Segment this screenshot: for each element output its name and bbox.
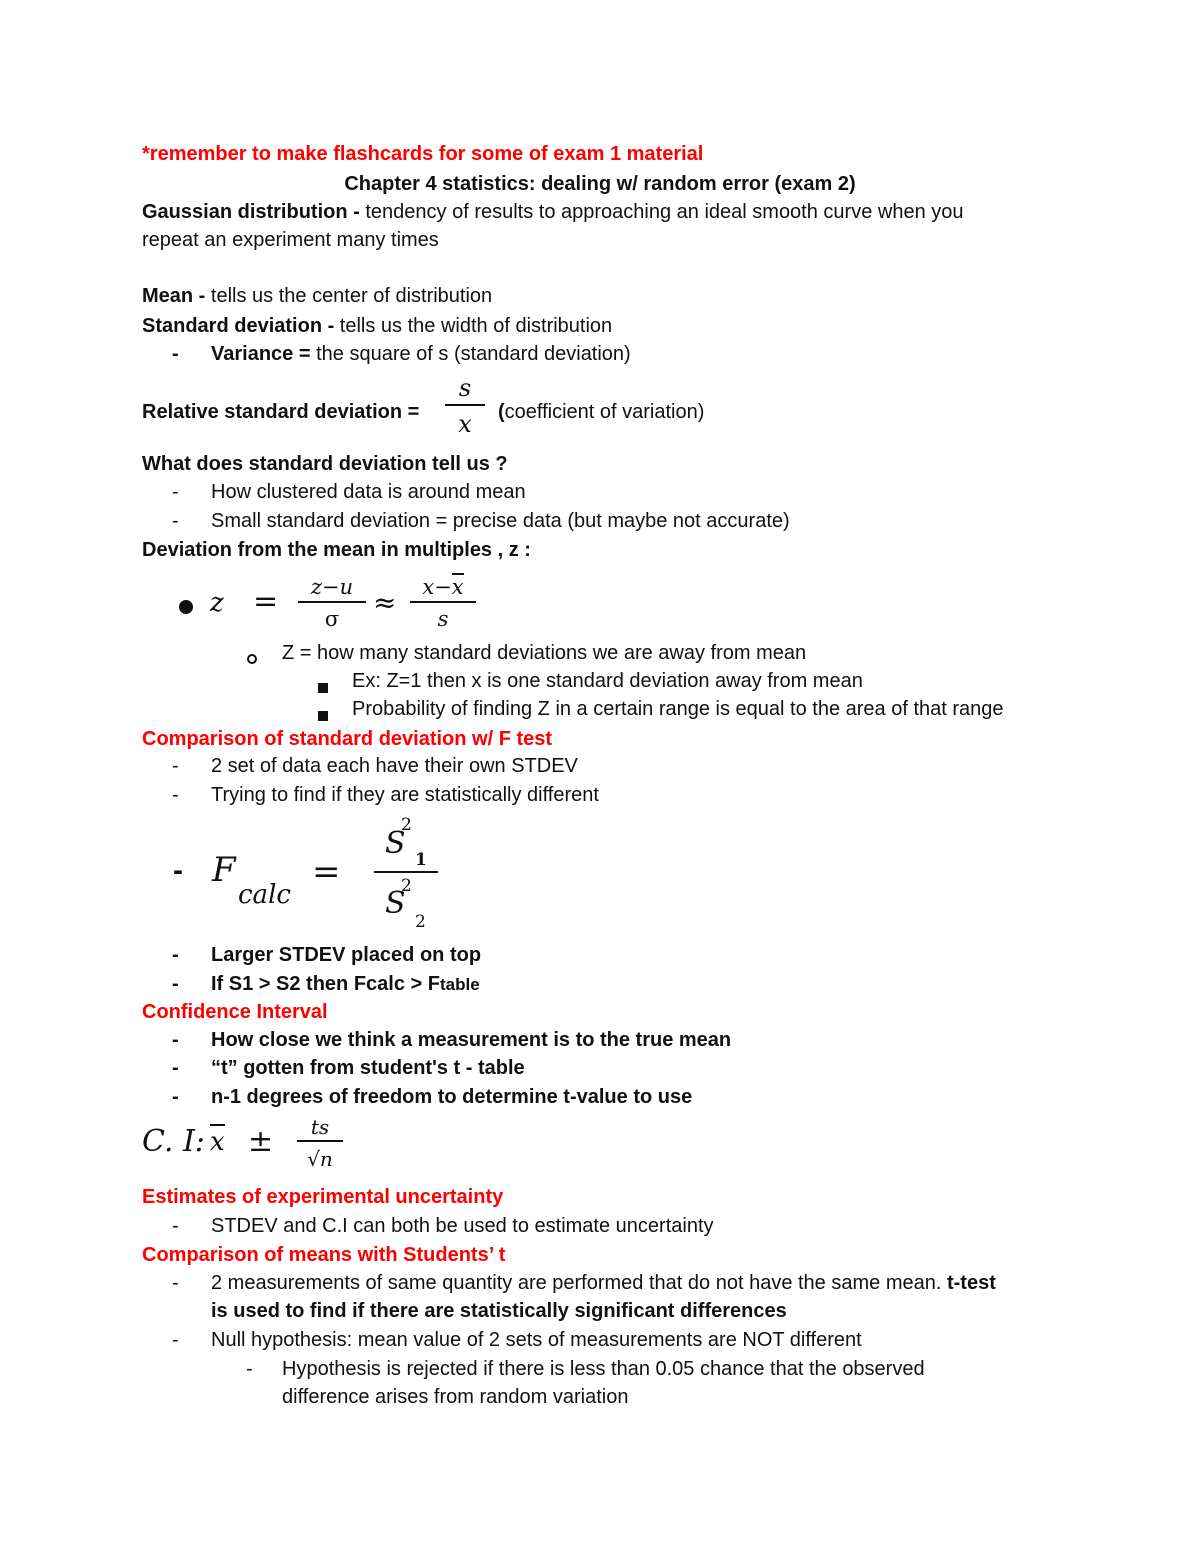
reminder-note: *remember to make flashcards for some of exam 1 material — [142, 143, 704, 165]
fcalc-compare: If S1 > S2 then Fcalc > F — [211, 973, 440, 995]
ci-label: C. I: — [142, 1124, 205, 1159]
z-equals: = — [253, 584, 279, 619]
z-num1: z−u — [310, 575, 354, 599]
list-item-continued: is used to find if there are statistically significant differences — [211, 1300, 787, 1322]
approx-symbol: ≈ — [373, 586, 397, 619]
list-item: STDEV and C.I can both be used to estimate uncertainty — [211, 1215, 714, 1237]
square-bullet-icon — [318, 676, 328, 699]
ftest-heading: Comparison of standard deviation w/ F test — [142, 728, 553, 750]
fcalc-equals: = — [312, 852, 341, 892]
list-item: Trying to find if they are statistically different — [211, 784, 599, 806]
gaussian-def-continued: repeat an experiment many times — [142, 229, 439, 251]
list-item: 2 set of data each have their own STDEV — [211, 755, 578, 777]
plus-minus: ± — [248, 1124, 274, 1159]
dash-marker: - — [172, 510, 179, 532]
fcalc-F: F — [212, 850, 236, 890]
fraction-bar — [445, 404, 485, 406]
page-title: Chapter 4 statistics: dealing w/ random error (exam 2) — [344, 173, 856, 195]
fcalc-num-sub: 1 — [415, 850, 427, 870]
list-item: How clustered data is around mean — [211, 481, 526, 503]
dash-marker: - — [172, 973, 179, 995]
fraction-bar — [298, 601, 366, 603]
variance-def: the square of s (standard deviation) — [310, 343, 631, 365]
gaussian-definition — [142, 198, 964, 226]
ftable-sub: table — [439, 975, 480, 994]
deviation-heading: Deviation from the mean in multiples , z : — [142, 539, 531, 561]
ci-fraction — [297, 1114, 343, 1172]
square-bullet-icon — [318, 704, 328, 727]
mean-definition — [142, 282, 492, 310]
ci-heading: Confidence Interval — [142, 1001, 328, 1023]
list-item — [211, 1269, 996, 1297]
variance-dash: - — [172, 343, 179, 365]
students-t-item1: 2 measurements of same quantity are performed that do not have the same mean. — [211, 1272, 947, 1294]
estimates-heading: Estimates of experimental uncertainty — [142, 1186, 504, 1208]
z-den2: s — [437, 607, 449, 631]
list-item: n-1 degrees of freedom to determine t-value to use — [211, 1086, 693, 1108]
variance-term: Variance = — [211, 343, 311, 365]
rsd-def: coefficient of variation) — [504, 401, 705, 423]
dash-marker: - — [172, 1215, 179, 1237]
rsd-numerator: s — [458, 374, 472, 402]
what-stdev-heading: What does standard deviation tell us ? — [142, 453, 508, 475]
sub-list-item: Hypothesis is rejected if there is less than 0.05 chance that the observed — [282, 1358, 925, 1380]
rsd-note — [498, 398, 704, 426]
list-item: How close we think a measurement is to the true mean — [211, 1029, 732, 1051]
dash-marker: - — [172, 481, 179, 503]
sub-list-item-continued: difference arises from random variation — [282, 1386, 629, 1408]
mean-term: Mean - — [142, 285, 206, 307]
mean-def: tells us the center of distribution — [205, 285, 493, 307]
fcalc-dash: - — [173, 854, 183, 887]
z-fraction-2 — [410, 574, 476, 631]
list-item: Null hypothesis: mean value of 2 sets of measurements are NOT different — [211, 1329, 862, 1351]
dash-marker: - — [246, 1358, 253, 1380]
dash-marker: - — [172, 1272, 179, 1294]
fcalc-den-sub: 2 — [415, 912, 426, 932]
fcalc-num-exp: 2 — [401, 815, 412, 835]
variance-definition — [211, 340, 631, 368]
list-item: “t” gotten from student's t - table — [211, 1057, 525, 1079]
stdev-definition — [142, 312, 612, 340]
list-item — [211, 970, 480, 999]
t-test-term: t-test — [946, 1272, 996, 1294]
fraction-bar — [297, 1140, 343, 1142]
z-subnote: Ex: Z=1 then x is one standard deviation away from mean — [352, 670, 863, 692]
z-den1: σ — [324, 607, 340, 631]
fraction-bar — [374, 871, 438, 873]
students-t-heading: Comparison of means with Students’ t — [142, 1244, 506, 1266]
fraction-bar — [410, 601, 476, 603]
dash-marker: - — [172, 944, 179, 966]
dash-marker: - — [172, 1329, 179, 1351]
x-bar: x — [210, 1124, 225, 1158]
gaussian-def: tendency of results to approaching an ideal smooth curve when you — [359, 201, 964, 223]
stdev-term: Standard deviation - — [142, 315, 335, 337]
dash-marker: - — [172, 755, 179, 777]
rsd-paren: ( — [498, 401, 505, 423]
dash-marker: - — [172, 1057, 179, 1079]
dash-marker: - — [172, 784, 179, 806]
stdev-def: tells us the width of distribution — [334, 315, 613, 337]
dash-marker: - — [172, 1029, 179, 1051]
fcalc-num-S: S — [385, 826, 406, 861]
list-item: Larger STDEV placed on top — [211, 944, 482, 966]
circle-bullet-icon — [247, 647, 257, 670]
rsd-denominator: x — [458, 410, 472, 438]
ci-den: √n — [307, 1147, 333, 1171]
z-note: Z = how many standard deviations we are away from mean — [282, 642, 807, 664]
rsd-term: Relative standard deviation = — [142, 401, 420, 423]
fcalc-den-exp: 2 — [401, 876, 412, 896]
x-bar: x — [451, 575, 464, 599]
z-lhs: z — [210, 588, 224, 618]
dash-marker: - — [172, 1086, 179, 1108]
fcalc-subscript: calc — [238, 880, 291, 910]
list-item: Small standard deviation = precise data (but maybe not accurate) — [211, 510, 790, 532]
gaussian-term: Gaussian distribution - — [142, 201, 360, 223]
z-subnote: Probability of finding Z in a certain range is equal to the area of that range — [352, 698, 1004, 720]
ci-num: ts — [310, 1115, 330, 1139]
z-fraction-1 — [298, 574, 366, 631]
z-num2-x: x− — [422, 575, 452, 599]
rsd-fraction — [445, 374, 485, 438]
bullet-dot-icon — [179, 597, 193, 620]
fcalc-den-S: S — [385, 886, 406, 921]
z-num2 — [410, 574, 476, 600]
